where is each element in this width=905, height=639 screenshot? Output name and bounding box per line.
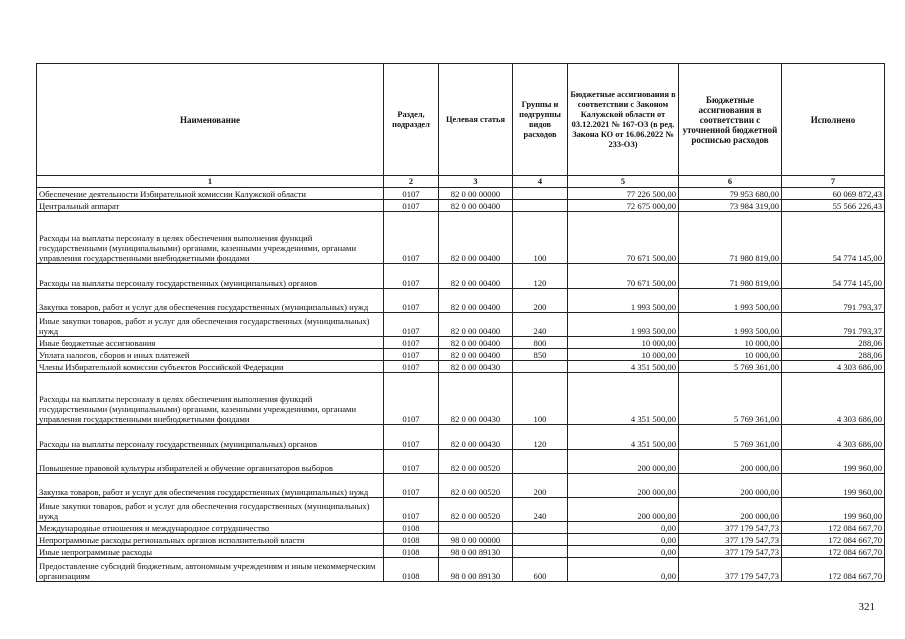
row-group: 600 bbox=[513, 558, 568, 582]
row-name: Расходы на выплаты персоналу в целях обеспечения выполнения функций государственными (муниципальными) органами, казенными учреждениями, органами управления государственными внебюджетными фондами bbox=[37, 373, 384, 425]
column-number: 3 bbox=[439, 176, 513, 188]
table-row bbox=[37, 373, 885, 425]
table-row bbox=[37, 212, 885, 264]
row-target: 82 0 00 00400 bbox=[439, 264, 513, 289]
table-row bbox=[37, 558, 885, 582]
row-allocation-refined: 71 980 819,00 bbox=[679, 264, 782, 289]
column-number: 7 bbox=[782, 176, 885, 188]
row-executed: 791 793,37 bbox=[782, 289, 885, 313]
row-section: 0107 bbox=[384, 498, 439, 522]
row-name: Предоставление субсидий бюджетным, автономным учреждениям и иным некоммерческим организациям bbox=[37, 558, 384, 582]
row-name: Повышение правовой культуры избирателей и обучение организаторов выборов bbox=[37, 450, 384, 474]
row-section: 0107 bbox=[384, 373, 439, 425]
header-executed: Исполнено bbox=[782, 64, 885, 176]
row-target: 82 0 00 00400 bbox=[439, 337, 513, 349]
row-target: 82 0 00 00400 bbox=[439, 212, 513, 264]
row-allocation-refined: 377 179 547,73 bbox=[679, 522, 782, 534]
table-body bbox=[37, 188, 885, 582]
row-executed: 60 069 872,43 bbox=[782, 188, 885, 200]
row-group: 200 bbox=[513, 474, 568, 498]
row-section: 0107 bbox=[384, 361, 439, 373]
row-allocation-law: 1 993 500,00 bbox=[568, 313, 679, 337]
row-executed: 199 960,00 bbox=[782, 450, 885, 474]
header-section: Раздел, подраздел bbox=[384, 64, 439, 176]
row-allocation-refined: 1 993 500,00 bbox=[679, 313, 782, 337]
budget-table bbox=[36, 63, 885, 582]
row-allocation-refined: 200 000,00 bbox=[679, 498, 782, 522]
header-allocation-refined: Бюджетные ассигнования в соответствии с уточненной бюджетной росписью расходов bbox=[679, 64, 782, 176]
table-row bbox=[37, 534, 885, 546]
row-allocation-law: 0,00 bbox=[568, 558, 679, 582]
row-group bbox=[513, 546, 568, 558]
row-allocation-refined: 200 000,00 bbox=[679, 450, 782, 474]
row-allocation-law: 10 000,00 bbox=[568, 349, 679, 361]
row-allocation-law: 0,00 bbox=[568, 534, 679, 546]
row-group: 800 bbox=[513, 337, 568, 349]
table-row bbox=[37, 313, 885, 337]
row-name: Иные бюджетные ассигнования bbox=[37, 337, 384, 349]
row-allocation-law: 1 993 500,00 bbox=[568, 289, 679, 313]
table-row bbox=[37, 425, 885, 450]
row-section: 0108 bbox=[384, 558, 439, 582]
row-executed: 172 084 667,70 bbox=[782, 546, 885, 558]
row-group: 100 bbox=[513, 212, 568, 264]
header-name: Наименование bbox=[37, 64, 384, 176]
row-allocation-refined: 377 179 547,73 bbox=[679, 546, 782, 558]
row-group: 240 bbox=[513, 313, 568, 337]
row-executed: 288,06 bbox=[782, 349, 885, 361]
row-section: 0107 bbox=[384, 212, 439, 264]
row-section: 0107 bbox=[384, 349, 439, 361]
row-executed: 54 774 145,00 bbox=[782, 212, 885, 264]
row-name: Центральный аппарат bbox=[37, 200, 384, 212]
table-row bbox=[37, 264, 885, 289]
row-group: 240 bbox=[513, 498, 568, 522]
row-section: 0108 bbox=[384, 534, 439, 546]
header-target: Целевая статья bbox=[439, 64, 513, 176]
row-section: 0107 bbox=[384, 337, 439, 349]
table-row bbox=[37, 498, 885, 522]
row-allocation-law: 70 671 500,00 bbox=[568, 264, 679, 289]
column-number: 5 bbox=[568, 176, 679, 188]
column-number-row bbox=[37, 176, 885, 188]
row-allocation-law: 77 226 500,00 bbox=[568, 188, 679, 200]
row-group bbox=[513, 534, 568, 546]
row-allocation-law: 200 000,00 bbox=[568, 498, 679, 522]
row-executed: 791 793,37 bbox=[782, 313, 885, 337]
row-group: 100 bbox=[513, 373, 568, 425]
row-group: 120 bbox=[513, 425, 568, 450]
row-target: 82 0 00 00520 bbox=[439, 498, 513, 522]
page-number: 321 bbox=[858, 601, 875, 613]
row-target: 82 0 00 00400 bbox=[439, 349, 513, 361]
row-allocation-law: 200 000,00 bbox=[568, 474, 679, 498]
table-row bbox=[37, 546, 885, 558]
row-section: 0108 bbox=[384, 522, 439, 534]
row-target: 82 0 00 00430 bbox=[439, 425, 513, 450]
row-allocation-refined: 5 769 361,00 bbox=[679, 425, 782, 450]
row-allocation-refined: 79 953 680,00 bbox=[679, 188, 782, 200]
row-allocation-refined: 71 980 819,00 bbox=[679, 212, 782, 264]
row-allocation-refined: 10 000,00 bbox=[679, 337, 782, 349]
row-executed: 55 566 226,43 bbox=[782, 200, 885, 212]
row-allocation-law: 4 351 500,00 bbox=[568, 361, 679, 373]
row-target: 82 0 00 00430 bbox=[439, 361, 513, 373]
table-row bbox=[37, 349, 885, 361]
row-name: Уплата налогов, сборов и иных платежей bbox=[37, 349, 384, 361]
row-group bbox=[513, 188, 568, 200]
row-target: 82 0 00 00520 bbox=[439, 474, 513, 498]
table-row bbox=[37, 522, 885, 534]
row-group: 200 bbox=[513, 289, 568, 313]
row-target: 82 0 00 00400 bbox=[439, 200, 513, 212]
row-name: Члены Избирательной комиссии субъектов Российской Федерации bbox=[37, 361, 384, 373]
row-target bbox=[439, 522, 513, 534]
row-allocation-law: 10 000,00 bbox=[568, 337, 679, 349]
row-name: Иные закупки товаров, работ и услуг для обеспечения государственных (муниципальных) нужд bbox=[37, 498, 384, 522]
row-target: 82 0 00 00430 bbox=[439, 373, 513, 425]
row-section: 0107 bbox=[384, 289, 439, 313]
row-allocation-law: 0,00 bbox=[568, 546, 679, 558]
row-executed: 4 303 686,00 bbox=[782, 425, 885, 450]
row-name: Непрограммные расходы региональных органов исполнительной власти bbox=[37, 534, 384, 546]
row-section: 0107 bbox=[384, 264, 439, 289]
row-group: 850 bbox=[513, 349, 568, 361]
table-row bbox=[37, 289, 885, 313]
row-target: 82 0 00 00000 bbox=[439, 188, 513, 200]
row-name: Иные непрограммные расходы bbox=[37, 546, 384, 558]
row-name: Международные отношения и международное сотрудничество bbox=[37, 522, 384, 534]
row-allocation-refined: 73 984 319,00 bbox=[679, 200, 782, 212]
row-executed: 4 303 686,00 bbox=[782, 373, 885, 425]
row-allocation-refined: 5 769 361,00 bbox=[679, 373, 782, 425]
row-name: Расходы на выплаты персоналу государственных (муниципальных) органов bbox=[37, 425, 384, 450]
table-header bbox=[37, 64, 885, 188]
header-groups: Группы и подгруппы видов расходов bbox=[513, 64, 568, 176]
row-section: 0108 bbox=[384, 546, 439, 558]
row-target: 82 0 00 00400 bbox=[439, 289, 513, 313]
row-name: Иные закупки товаров, работ и услуг для обеспечения государственных (муниципальных) нужд bbox=[37, 313, 384, 337]
header-allocation-law: Бюджетные ассигнования в соответствии с Законом Калужской области от 03.12.2021 № 167-ОЗ (в ред. Закона КО от 16.06.2022 № 233-ОЗ) bbox=[568, 64, 679, 176]
row-group bbox=[513, 200, 568, 212]
table-row bbox=[37, 337, 885, 349]
row-allocation-law: 4 351 500,00 bbox=[568, 425, 679, 450]
row-allocation-law: 4 351 500,00 bbox=[568, 373, 679, 425]
row-name: Расходы на выплаты персоналу в целях обеспечения выполнения функций государственными (муниципальными) органами, казенными учреждениями, органами управления государственными внебюджетными фондами bbox=[37, 212, 384, 264]
row-section: 0107 bbox=[384, 313, 439, 337]
row-executed: 288,06 bbox=[782, 337, 885, 349]
row-target: 82 0 00 00400 bbox=[439, 313, 513, 337]
row-target: 98 0 00 89130 bbox=[439, 546, 513, 558]
row-group bbox=[513, 522, 568, 534]
row-allocation-law: 70 671 500,00 bbox=[568, 212, 679, 264]
column-number: 1 bbox=[37, 176, 384, 188]
row-group bbox=[513, 450, 568, 474]
table-row bbox=[37, 361, 885, 373]
row-executed: 4 303 686,00 bbox=[782, 361, 885, 373]
row-name: Закупка товаров, работ и услуг для обеспечения государственных (муниципальных) нужд bbox=[37, 289, 384, 313]
row-allocation-refined: 10 000,00 bbox=[679, 349, 782, 361]
table-row bbox=[37, 188, 885, 200]
row-executed: 172 084 667,70 bbox=[782, 558, 885, 582]
row-target: 98 0 00 00000 bbox=[439, 534, 513, 546]
row-group: 120 bbox=[513, 264, 568, 289]
row-allocation-law: 72 675 000,00 bbox=[568, 200, 679, 212]
table-row bbox=[37, 450, 885, 474]
row-allocation-refined: 5 769 361,00 bbox=[679, 361, 782, 373]
row-allocation-law: 200 000,00 bbox=[568, 450, 679, 474]
row-section: 0107 bbox=[384, 425, 439, 450]
row-allocation-refined: 1 993 500,00 bbox=[679, 289, 782, 313]
column-number: 6 bbox=[679, 176, 782, 188]
row-allocation-law: 0,00 bbox=[568, 522, 679, 534]
table-row bbox=[37, 200, 885, 212]
row-allocation-refined: 377 179 547,73 bbox=[679, 558, 782, 582]
row-allocation-refined: 377 179 547,73 bbox=[679, 534, 782, 546]
row-executed: 172 084 667,70 bbox=[782, 522, 885, 534]
row-name: Расходы на выплаты персоналу государственных (муниципальных) органов bbox=[37, 264, 384, 289]
row-section: 0107 bbox=[384, 450, 439, 474]
row-target: 82 0 00 00520 bbox=[439, 450, 513, 474]
row-name: Закупка товаров, работ и услуг для обеспечения государственных (муниципальных) нужд bbox=[37, 474, 384, 498]
table-row bbox=[37, 474, 885, 498]
row-section: 0107 bbox=[384, 188, 439, 200]
row-executed: 199 960,00 bbox=[782, 474, 885, 498]
row-executed: 172 084 667,70 bbox=[782, 534, 885, 546]
column-number: 2 bbox=[384, 176, 439, 188]
row-executed: 54 774 145,00 bbox=[782, 264, 885, 289]
column-number: 4 bbox=[513, 176, 568, 188]
row-group bbox=[513, 361, 568, 373]
row-executed: 199 960,00 bbox=[782, 498, 885, 522]
row-target: 98 0 00 89130 bbox=[439, 558, 513, 582]
row-section: 0107 bbox=[384, 474, 439, 498]
row-allocation-refined: 200 000,00 bbox=[679, 474, 782, 498]
row-section: 0107 bbox=[384, 200, 439, 212]
row-name: Обеспечение деятельности Избирательной комиссии Калужской области bbox=[37, 188, 384, 200]
